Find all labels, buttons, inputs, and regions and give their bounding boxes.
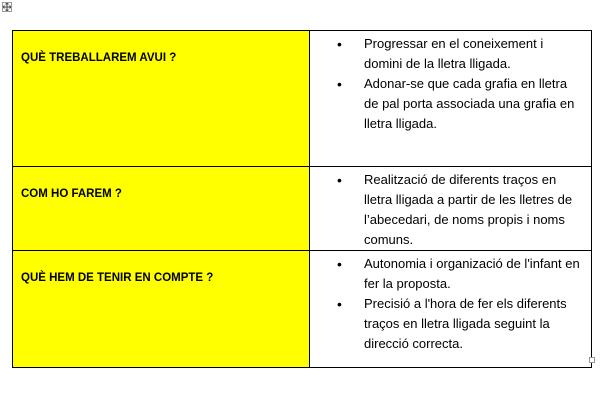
table-row — [13, 251, 592, 368]
list-item: • Autonomia i organizació de l'infant en fer la proposta. — [337, 256, 580, 291]
bullet-icon: • — [337, 172, 342, 188]
question-cell[interactable] — [13, 31, 310, 167]
list-item: • Precisió a l'hora de fer els diferents traços en lletra lligada seguint la direcció correcta. — [337, 296, 567, 351]
answer-cell[interactable] — [310, 251, 592, 368]
list-item: • Progressar en el coneixement i domini de la lletra lligada. — [337, 36, 544, 71]
bullet-icon: • — [337, 36, 342, 52]
table-row — [13, 167, 592, 251]
table-move-handle-icon[interactable] — [2, 2, 12, 12]
bullet-list — [310, 254, 585, 354]
question-cell[interactable] — [13, 167, 310, 251]
paragraph-text: lletra lligada a partir de les lletres de l’abecedari, de noms propis i noms comuns. — [364, 192, 573, 247]
question-cell[interactable] — [13, 251, 310, 368]
lesson-plan-table — [12, 30, 592, 368]
table-row — [13, 31, 592, 167]
bullet-icon: • — [337, 256, 342, 272]
answer-cell[interactable] — [310, 167, 592, 251]
bullet-icon: • — [337, 296, 342, 312]
answer-cell[interactable] — [310, 31, 592, 167]
question-label: QUÈ TREBALLAREM AVUI ? — [21, 52, 177, 64]
bullet-list — [310, 170, 585, 190]
list-item: • Realització de diferents traços en — [337, 172, 557, 188]
question-label: COM HO FAREM ? — [21, 188, 122, 200]
bullet-list — [310, 34, 585, 134]
table-resize-handle[interactable] — [589, 357, 595, 363]
list-item: • Adonar-se que cada grafia en lletra de pal porta associada una grafia en lletra lligada. — [337, 76, 575, 131]
bullet-icon: • — [337, 76, 342, 92]
question-label: QUÈ HEM DE TENIR EN COMPTE ? — [21, 272, 214, 284]
